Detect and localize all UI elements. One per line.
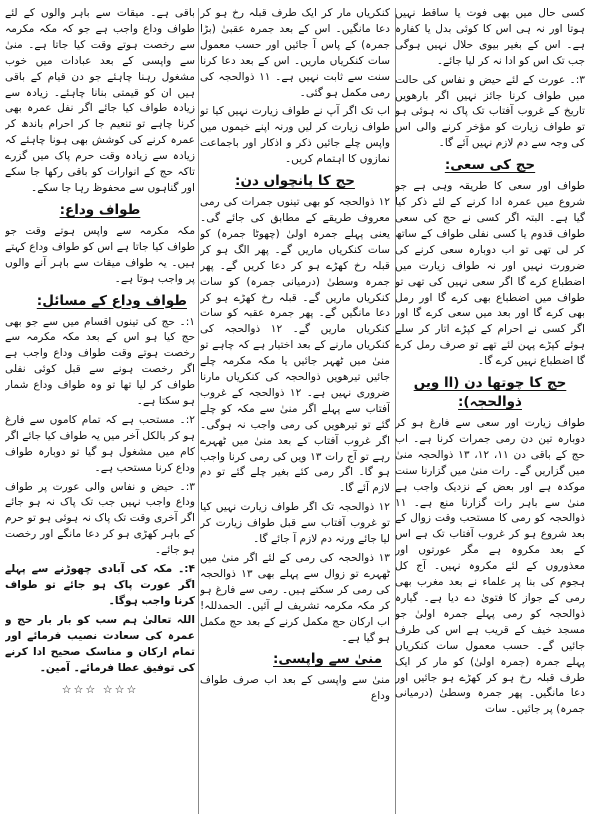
section-heading: حج کی سعی: — [444, 157, 536, 174]
section-heading: حج کا پانچواں دن: — [235, 173, 355, 190]
paragraph: اب تک اگر آپ نے طواف زیارت نہیں کیا تو طواف زیارت کر لیں ورنہ اپنے خیموں میں واپس چلے جائیں ذکر و اذکار اور باجماعت نمازوں کا اہتمام کریں۔ — [200, 105, 390, 166]
section-heading: طواف وداع: — [59, 201, 141, 218]
paragraph: ۲:۔ مستحب ہے کہ تمام کاموں سے فارغ ہو کر بالکل آخر میں یہ طواف کیا جائے اگر کام میں مشغول ہو گیا تو دوبارہ طواف وداع کرنا مستحب ہے۔ — [5, 413, 195, 474]
column-right — [395, 6, 585, 816]
closing-prayer: اللہ تعالیٰ ہم سب کو بار بار حج و عمرہ کی سعادت نصیب فرمائے اور تمام ارکان و مناسک صحیح ادا کرنے کی توفیق عطا فرمائے۔ آمین۔ — [5, 613, 195, 674]
paragraph: ۱۲ ذوالحجہ تک اگر طواف زیارت نہیں کیا تو غروب آفتاب سے قبل طواف زیارت کر لیا جائے ورنہ دم لازم آ جائے گا۔ — [200, 501, 390, 546]
column-middle — [200, 6, 390, 816]
paragraph: ۱۲ ذوالحجہ کو بھی تینوں جمرات کی رمی معروف طریقے کے مطابق کی جائے گی۔ یعنی پہلے جمرہ اولیٰ (چھوٹا جمرہ) کو سات کنکریاں ماریں گے۔ پھر الگ ہو کر قبلہ رخ کھڑے ہو کر دعا کریں گے۔ پھر جمرہ وسطیٰ (درمیانی جمرہ) کو سات کنکریاں ماریں گے۔ قبلہ رخ کھڑے ہو کر دعا مانگیں گے۔ پھر جمرہ عقبہ کو سات کنکریاں ماریں گے۔ ۱۲ ذوالحجہ کی کنکریاں مارنے کے بعد اختیار ہے کہ چاہے تو منیٰ میں ٹھہر جائیں یا مکہ مکرمہ چلے جائیں تیرھویں ذوالحجہ کی کنکریاں مارنا ضروری نہیں ہے۔ ۱۲ ذوالحجہ کے غروب آفتاب سے پہلے اگر منیٰ سے مکہ کو چلے گئے تو تیرھویں کی رمی واجب نہ ہوگی۔ اگر غروب آفتاب کے بعد منیٰ میں ٹھہرے رہے تو آج رات ۱۳ ویں کی رمی کرنا واجب ہو گا۔ اگر رمی کئے بغیر چلے گئے تو دم لازم آئے گا۔ — [200, 196, 390, 495]
column-left — [5, 6, 195, 816]
paragraph: کنکریاں مار کر ایک طرف قبلہ رخ ہو کر دعا مانگیں۔ اس کے بعد جمرہ عقبیٰ (بڑا جمرہ) کے پاس آ جائیں اور حسب معمول سات کنکریاں ماریں۔ اس کے بعد دعا کرنا سنت سے ثابت نہیں ہے۔ ۱۱ ذوالحجہ کی رمی مکمل ہو گئی۔ — [200, 7, 390, 99]
paragraph: طواف زیارت اور سعی سے فارغ ہو کر دوبارہ تین دن رمی جمرات کرنا ہے۔ اب حج کے باقی دن ۱۱، ۱۲، ۱۳ ذوالحجہ منیٰ میں گزاریں گے۔ رات منیٰ میں گزارنا سنت موکدہ ہے اور بعض کے نزدیک واجب ہے منیٰ سے باہر رات گزارنا منع ہے۔ ۱۱ ذوالحجہ کو رمی کا مستحب وقت زوال کے بعد شروع ہو کر غروب آفتاب تک ہے اس کے بعد مکروہ ہے مگر عورتوں اور معذوروں کے لئے مکروہ نہیں۔ آج کل ہجوم کی بنا پر علماء نے بعد مغرب بھی رمی کے جواز کا فتویٰ دے دیا ہے۔ گیارہ ذوالحجہ کو رمی پہلے جمرہ اولیٰ جو مسجد خیف کے قریب ہے اس کی طرف جائیں گے۔ حسب معمول سات کنکریاں پہلے جمرہ (جمرہ اولیٰ) کو مار کر ایک طرف قبلہ رخ ہو کر کھڑے ہو جائیں اور دعا مانگیں۔ پھر جمرہ وسطیٰ (درمیانی جمرہ) پر جائیں۔ سات — [395, 417, 585, 716]
paragraph: طواف اور سعی کا طریقہ وہی ہے جو شروع میں عمرہ ادا کرنے کے لئے ذکر کیا گیا ہے۔ البتہ اگر کسی نے حج کی سعی طواف قدوم یا کسی نفلی طواف کے ساتھ کر لی تھی تو اب دوبارہ سعی کرنے کی ضرورت نہیں اور نہ طواف زیارت میں اضطباع کرے گا اگر سعی نہیں کی تھی تو طواف میں اضطباع بھی کرے گا اور رمل بھی کرے گا اور بعد میں سعی کرے گا اور اگر کسی نے احرام کے کپڑے اتار کر سلے ہوئے کپڑے پہن لئے تھے تو صرف رمل کرے گا اضطباع نہیں کرے گا۔ — [395, 180, 585, 368]
star-ornament-icon: ☆☆☆ ☆☆☆ — [61, 683, 139, 697]
section-heading: طواف وداع کے مسائل: — [36, 292, 187, 309]
paragraph: ۴:۔ مکہ کی آبادی چھوڑنے سے پہلے اگر عورت پاک ہو جائے تو طواف کرنا واجب ہوگا۔ — [5, 563, 195, 607]
column-divider — [198, 8, 199, 814]
paragraph: باقی ہے۔ میقات سے باہر والوں کے لئے طواف وداع واجب ہے جو کہ مکہ مکرمہ سے رخصت ہوتے وقت کیا جاتا ہے۔ منیٰ سے واپسی کے بعد عبادات میں خوب مشغول رہنا چاہئے جو دن قیام کے باقی ہیں ان کو قیمتی بنانا چاہئے۔ زیادہ سے زیادہ طواف کیا جائے اگر نفل عمرہ بھی کرنا چاہے تو تنعیم جا کر احرام باندھ کر عمرہ کرنے کی کوشش بھی ہونا چاہئے کہ زیادہ سے زیادہ وقت حرم پاک میں گزرے تاکہ حج کے انوارات کو باقی رکھا جا سکے اور گناہوں سے محفوظ رہا جا سکے۔ — [5, 7, 195, 194]
paragraph: ۳:۔ عورت کے لئے حیض و نفاس کی حالت میں طواف کرنا جائز نہیں اگر بارھویں تاریخ کے غروب آفتاب تک پاک نہ ہوئی ہو تو طواف زیارت کو مؤخر کرنے والی اس کی وجہ سے دم لازم نہیں آئے گا۔ — [395, 73, 585, 150]
section-heading: منیٰ سے واپسی: — [273, 651, 382, 668]
paragraph: ۳:۔ حیض و نفاس والی عورت پر طواف وداع واجب نہیں جب تک پاک نہ ہو جائے اگر آخری وقت تک پاک نہ ہوئی ہو تو حرم کے باہر کھڑی ہو کر دعا مانگے اور رخصت ہو جائے۔ — [5, 480, 195, 557]
section-heading: حج کا چوتھا دن (اا ویں ذوالحجہ): — [413, 375, 567, 411]
paragraph: منیٰ سے واپسی کے بعد اب صرف طواف وداع — [200, 674, 390, 703]
paragraph: ۱۳ ذوالحجہ کی رمی کے لئے اگر منیٰ میں ٹھہرے تو زوال سے پہلے بھی ۱۳ ذوالحجہ کی رمی کر سکتے ہیں۔ رمی سے فارغ ہو کر مکہ مکرمہ تشریف لے آئیں۔ الحمدللہ! اب ارکان حج مکمل کرنے کے بعد حج مکمل ہو گیا ہے۔ — [200, 552, 390, 644]
paragraph: مکہ مکرمہ سے واپس ہوتے وقت جو طواف کیا جاتا ہے اس کو طواف وداع کہتے ہیں۔ یہ طواف میقات سے باہر آنے والوں پر واجب ہوتا ہے۔ — [5, 224, 195, 285]
paragraph: ۱:۔ حج کی تینوں اقسام میں سے جو بھی حج کیا ہو اس کے بعد مکہ مکرمہ سے رخصت ہوتے وقت طواف وداع واجب ہے اگر رخصت ہونے سے قبل کوئی نفلی طواف کر لیا تھا تو وہ طواف وداع شمار ہو سکتا ہے۔ — [5, 315, 195, 408]
paragraph: کسی حال میں بھی فوت یا ساقط نہیں ہوتا اور نہ ہی اس کا کوئی بدل یا کفارہ ہے۔ اس کے بغیر بیوی حلال نہیں ہوگی جب تک اس کو ادا نہ کر لیا جائے۔ — [395, 7, 585, 67]
